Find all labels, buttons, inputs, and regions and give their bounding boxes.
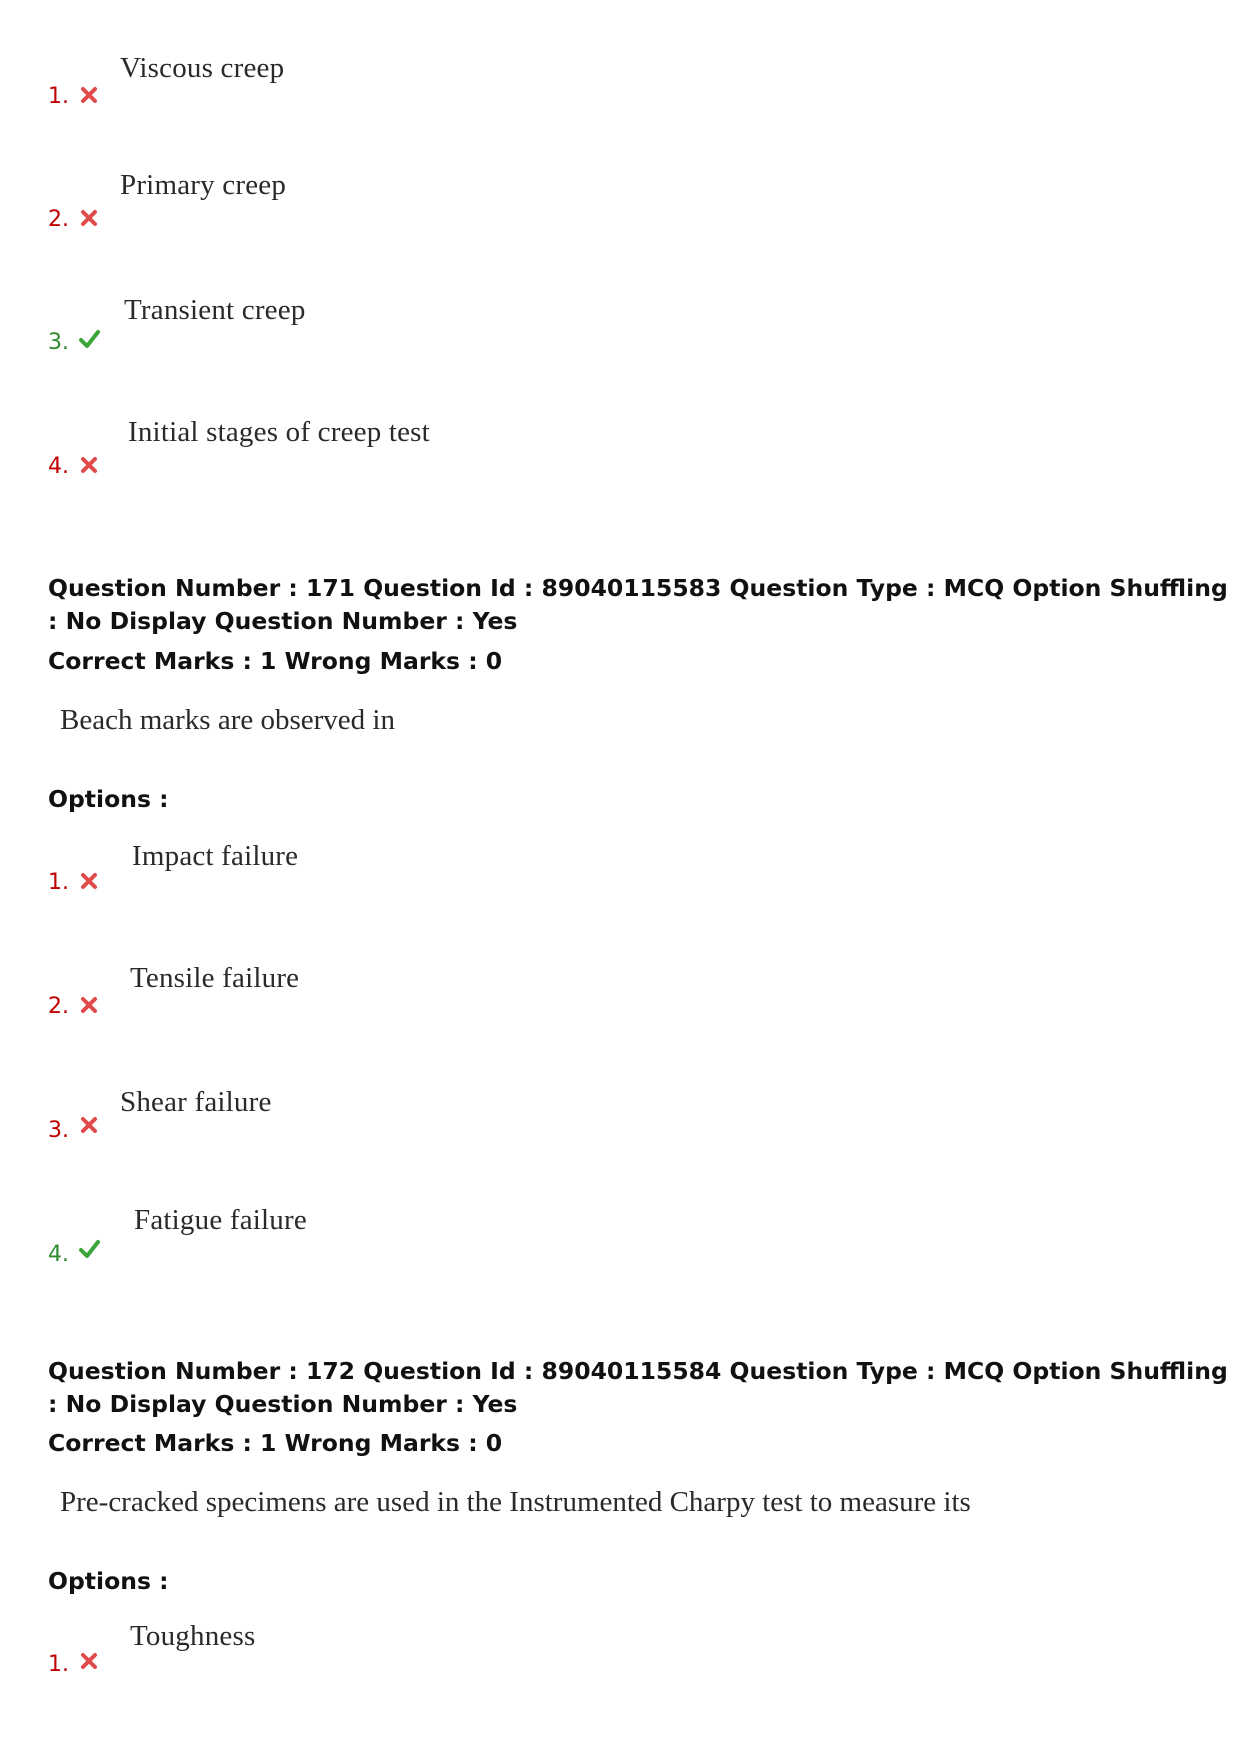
option-item — [0, 1086, 1240, 1166]
cross-icon — [78, 994, 100, 1016]
cross-icon — [78, 454, 100, 476]
question-text: Beach marks are observed in — [60, 704, 395, 736]
option-text: Toughness — [130, 1620, 256, 1652]
options-label: Options : — [48, 1567, 169, 1595]
option-text: Viscous creep — [120, 52, 285, 84]
option-item — [0, 962, 1240, 1042]
option-text: Primary creep — [120, 169, 287, 201]
option-text: Impact failure — [132, 840, 299, 872]
option-number: 4. — [48, 1242, 69, 1267]
option-item — [0, 40, 1240, 120]
option-number: 4. — [48, 454, 69, 479]
question-header: Question Number : 171 Question Id : 89040115583 Question Type : MCQ Option Shuffling : No Display Question Number : Yes — [48, 574, 1228, 635]
option-item — [0, 412, 1240, 492]
option-text: Transient creep — [124, 294, 306, 326]
option-number: 1. — [48, 870, 69, 895]
option-item — [0, 840, 1240, 920]
question-marks: Correct Marks : 1 Wrong Marks : 0 — [48, 1429, 503, 1457]
option-item — [0, 165, 1240, 245]
option-number: 1. — [48, 1652, 69, 1677]
question-marks: Correct Marks : 1 Wrong Marks : 0 — [48, 647, 503, 675]
option-text: Initial stages of creep test — [128, 416, 430, 448]
option-item — [0, 1620, 1240, 1700]
cross-icon — [78, 1650, 100, 1672]
option-item — [0, 1204, 1240, 1284]
option-number: 2. — [48, 994, 69, 1019]
option-number: 3. — [48, 1118, 69, 1143]
option-number: 1. — [48, 84, 69, 109]
cross-icon — [78, 870, 100, 892]
option-number: 3. — [48, 330, 69, 355]
option-item — [0, 290, 1240, 370]
cross-icon — [78, 207, 100, 229]
option-text: Fatigue failure — [134, 1204, 307, 1236]
question-header: Question Number : 172 Question Id : 89040115584 Question Type : MCQ Option Shuffling : No Display Question Number : Yes — [48, 1357, 1228, 1418]
check-icon — [78, 328, 100, 350]
cross-icon — [78, 1114, 100, 1136]
question-text: Pre-cracked specimens are used in the Instrumented Charpy test to measure its — [60, 1486, 971, 1518]
option-number: 2. — [48, 207, 69, 232]
cross-icon — [78, 84, 100, 106]
check-icon — [78, 1238, 100, 1260]
option-text: Tensile failure — [130, 962, 300, 994]
option-text: Shear failure — [120, 1086, 272, 1118]
options-label: Options : — [48, 785, 169, 813]
